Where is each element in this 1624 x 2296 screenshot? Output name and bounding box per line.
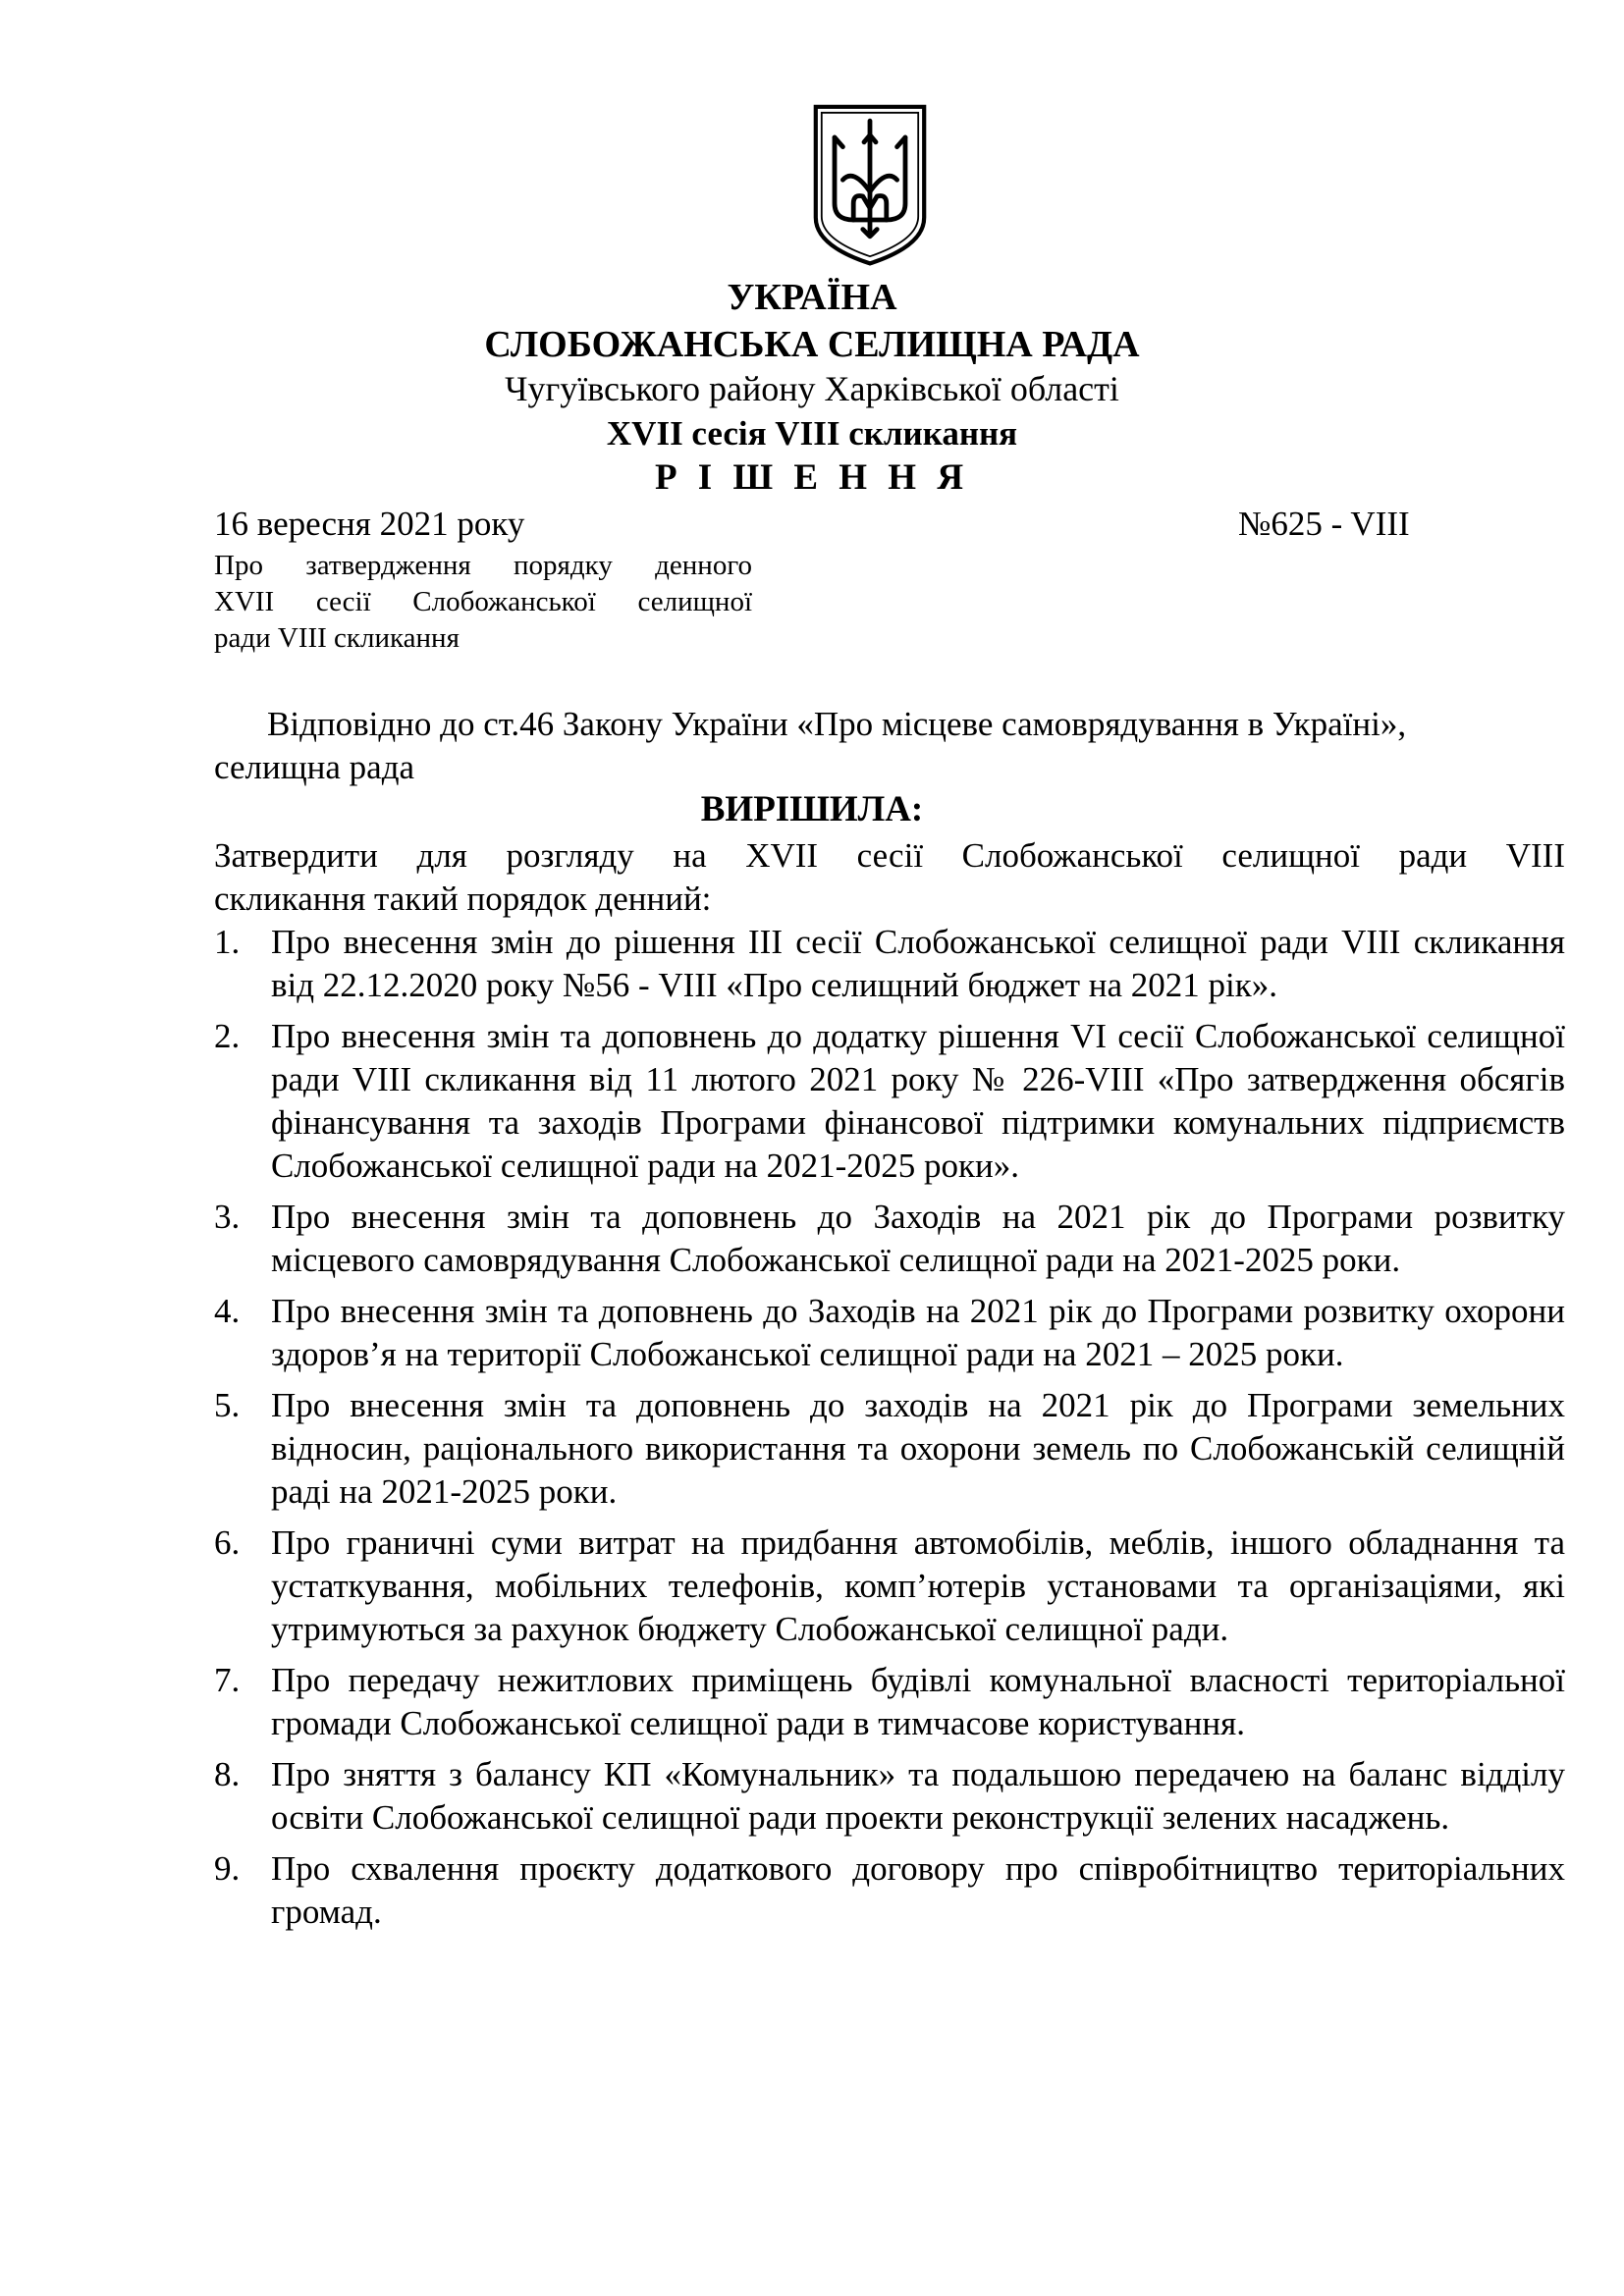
council-title: СЛОБОЖАНСЬКА СЕЛИЩНА РАДА <box>484 324 1140 365</box>
approve-paragraph <box>214 834 1565 921</box>
agenda-item-number: 1. <box>214 923 241 961</box>
agenda-item-text: Про внесення змін та доповнень до Заходів на 2021 рік до Програми розвитку охорони здоров’я на території Слобожанської селищної ради на 2021 – 2025 роки. <box>271 1292 1565 1373</box>
agenda-item <box>214 921 1565 1007</box>
agenda-item-number: 8. <box>214 1755 241 1793</box>
agenda-list <box>214 921 1565 1942</box>
approve-line: скликання такий порядок денний: <box>214 880 712 918</box>
agenda-item <box>214 1847 1565 1934</box>
agenda-item-text: Про внесення змін та доповнень до заходів на 2021 рік до Програми земельних відносин, раціонального використання та охорони земель по Слобожанській селищній раді на 2021-2025 роки. <box>271 1386 1565 1511</box>
intro-line: селищна рада <box>214 748 415 786</box>
intro-paragraph <box>214 703 1565 789</box>
decision-number: №625 - VIII <box>1238 505 1410 543</box>
agenda-item-text: Про внесення змін та доповнень до додатку рішення VI сесії Слобожанської селищної ради VIII скликання від 11 лютого 2021 року № 226-VIII «Про затвердження обсягів фінансування та заходів Програми фінансової підтримки комунальних підприємств Слобожанської селищної ради на 2021-2025 роки». <box>271 1017 1565 1185</box>
agenda-item-number: 6. <box>214 1523 241 1562</box>
decision-date: 16 вересня 2021 року <box>214 505 525 543</box>
agenda-item-text: Про граничні суми витрат на придбання автомобілів, меблів, іншого обладнання та устаткування, мобільних телефонів, комп’ютерів установами та організаціями, які утримуються за рахунок бюджету Слобожанської селищної ради. <box>271 1523 1565 1648</box>
decided-heading: ВИРІШИЛА: <box>700 789 924 829</box>
country-title: УКРАЇНА <box>727 277 897 318</box>
agenda-item <box>214 1196 1565 1282</box>
session-line: XVII сесія VIII скликання <box>606 414 1018 453</box>
agenda-item-number: 2. <box>214 1017 241 1055</box>
agenda-item-number: 4. <box>214 1292 241 1330</box>
agenda-item <box>214 1659 1565 1745</box>
approve-line: Затвердити для розгляду на XVII сесії Слобожанської селищної ради VIII <box>214 836 1565 875</box>
coat-of-arms-icon <box>811 102 929 267</box>
subject-line: Про затвердження порядку денного <box>214 550 752 581</box>
agenda-item-number: 3. <box>214 1198 241 1236</box>
subject-line: ради VIII скликання <box>214 622 460 654</box>
agenda-item <box>214 1384 1565 1514</box>
agenda-item-text: Про внесення змін та доповнень до Заходів на 2021 рік до Програми розвитку місцевого самоврядування Слобожанської селищної ради на 2021-2025 роки. <box>271 1198 1565 1279</box>
agenda-item-text: Про передачу нежитлових приміщень будівлі комунальної власності територіальної громади Слобожанської селищної ради в тимчасове користування. <box>271 1661 1565 1742</box>
intro-line: Відповідно до ст.46 Закону України «Про місцеве самоврядування в Україні», <box>267 705 1407 743</box>
agenda-item-number: 5. <box>214 1386 241 1424</box>
decision-subject <box>214 548 752 657</box>
subject-line: XVII сесії Слобожанської селищної <box>214 586 752 617</box>
agenda-item <box>214 1290 1565 1376</box>
agenda-item-number: 9. <box>214 1849 241 1888</box>
agenda-item-text: Про зняття з балансу КП «Комунальник» та подальшою передачею на баланс відділу освіти Слобожанської селищної ради проекти реконструкції зелених насаджень. <box>271 1755 1565 1837</box>
agenda-item-text: Про схвалення проєкту додаткового договору про співробітництво територіальних громад. <box>271 1849 1565 1931</box>
district-line: Чугуївського району Харківської області <box>505 369 1119 408</box>
document-type: Р І Ш Е Н Н Я <box>654 457 970 498</box>
agenda-item <box>214 1015 1565 1188</box>
agenda-item-text: Про внесення змін до рішення III сесії Слобожанської селищної ради VIII скликання від 22.12.2020 року №56 - VIII «Про селищний бюджет на 2021 рік». <box>271 923 1565 1004</box>
agenda-item-number: 7. <box>214 1661 241 1699</box>
agenda-item <box>214 1753 1565 1840</box>
agenda-item <box>214 1522 1565 1651</box>
